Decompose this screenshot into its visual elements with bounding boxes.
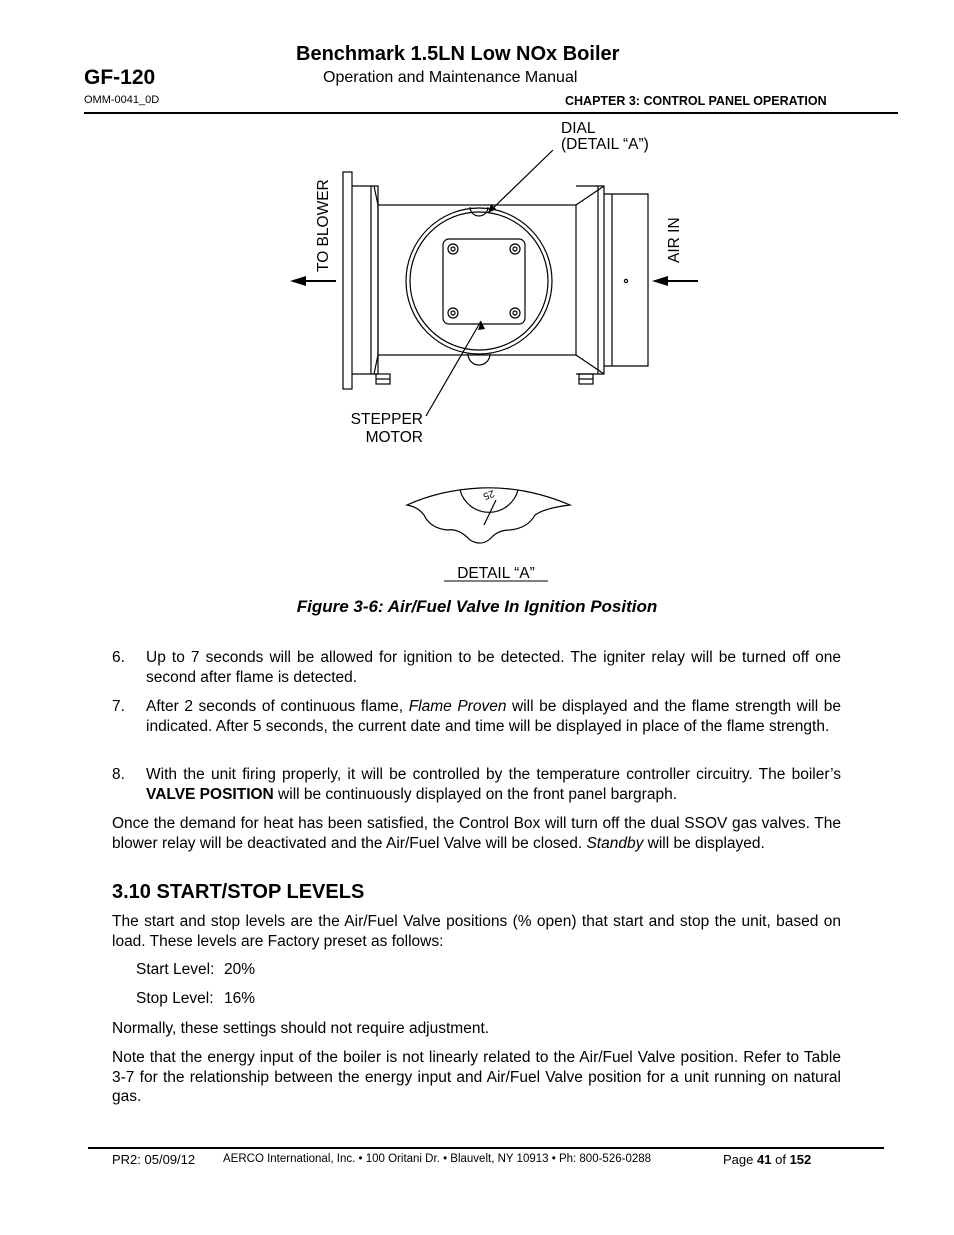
detail-label: DETAIL “A”	[457, 565, 535, 582]
page-current: 41	[757, 1152, 772, 1167]
section-heading: 3.10 START/STOP LEVELS	[112, 881, 365, 903]
stepper-label: STEPPER	[350, 411, 423, 428]
stop-level-value: 16%	[224, 990, 256, 1007]
stop-level-row	[136, 990, 256, 1008]
dial-label: DIAL	[561, 120, 596, 137]
page-of: of	[775, 1152, 786, 1167]
footer-rule	[88, 1147, 884, 1149]
air-in-label: AIR IN	[666, 217, 683, 263]
document-title: Benchmark 1.5LN Low NOx Boiler	[296, 43, 620, 65]
list-number: 8.	[112, 766, 125, 783]
dial-detail-label: (DETAIL “A”)	[561, 136, 649, 153]
valve-position-text: VALVE POSITION	[146, 785, 274, 803]
footer-company: AERCO International, Inc. • 100 Oritani Dr. • Blauvelt, NY 10913 • Ph: 800-526-0288	[223, 1153, 652, 1165]
air-in-arrowhead	[652, 276, 668, 286]
to-blower-arrowhead	[290, 276, 306, 286]
page-word: Page	[723, 1152, 754, 1167]
chapter-heading: CHAPTER 3: CONTROL PANEL OPERATION	[565, 94, 827, 108]
dial-value: 25	[481, 487, 496, 502]
document-subtitle: Operation and Maintenance Manual	[323, 69, 578, 86]
right-collar	[576, 186, 604, 374]
list-item	[112, 697, 841, 736]
standby-text: Standby	[586, 834, 644, 852]
normally-paragraph: Normally, these settings should not require adjustment.	[112, 1020, 490, 1037]
figure-caption: Figure 3-6: Air/Fuel Valve In Ignition Position	[296, 597, 658, 616]
list-text: Up to 7 seconds will be allowed for ignition to be detected. The igniter relay will be turned off one second after flame is detected.	[146, 649, 841, 686]
list-item	[112, 765, 841, 804]
bottom-tab	[468, 354, 490, 365]
list-item	[112, 648, 841, 687]
doc-number: OMM-0041_0D	[84, 94, 160, 106]
dial-leader	[488, 150, 553, 213]
to-blower-label: TO BLOWER	[315, 179, 332, 272]
start-level-value: 20%	[224, 961, 256, 978]
model-number: GF-120	[84, 66, 156, 89]
stepper-leader	[426, 321, 481, 416]
flame-proven-text: Flame Proven	[408, 698, 507, 715]
air-fuel-valve-figure	[0, 0, 954, 590]
list-text: will be displayed and the flame strength will be indicated. After 5 seconds, the current date and time will be displayed in place of the flame strength.	[146, 698, 842, 735]
start-level-label: Start Level:	[136, 961, 215, 978]
paragraph-text: will be displayed.	[643, 834, 765, 852]
left-flange	[343, 172, 352, 389]
list-text: With the unit firing properly, it will be controlled by the temperature controller circuitry. The boiler’s	[146, 766, 841, 783]
section-intro: The start and stop levels are the Air/Fuel Valve positions (% open) that start and stop the unit, based on load. These levels are Factory preset as follows:	[112, 913, 841, 950]
standby-paragraph	[112, 814, 841, 853]
note-paragraph: Note that the energy input of the boiler is not linearly related to the Air/Fuel Valve position. Refer to Table 3-7 for the relationship between the energy input and Air/Fuel Valve position for a unit running on natural gas.	[112, 1049, 841, 1106]
motor-label: MOTOR	[365, 429, 423, 446]
motor-housing	[406, 208, 552, 354]
start-level-row	[136, 961, 256, 979]
paragraph-text: Once the demand for heat has been satisfied, the Control Box will turn off the dual SSOV gas valves. The blower relay will be deactivated and the Air/Fuel Valve will be closed.	[112, 815, 841, 852]
page-number	[723, 1152, 811, 1167]
valve-body	[378, 205, 576, 355]
stop-level-label: Stop Level:	[136, 990, 214, 1007]
list-number: 7.	[112, 698, 125, 715]
list-text: will be continuously displayed on the front panel bargraph.	[273, 785, 678, 803]
footer-revision: PR2: 05/09/12	[112, 1152, 196, 1167]
list-number: 6.	[112, 649, 125, 666]
page-total: 152	[789, 1152, 812, 1167]
list-text: After 2 seconds of continuous flame,	[146, 698, 409, 715]
stepper-motor-plate	[443, 239, 525, 324]
left-collar	[352, 186, 378, 374]
